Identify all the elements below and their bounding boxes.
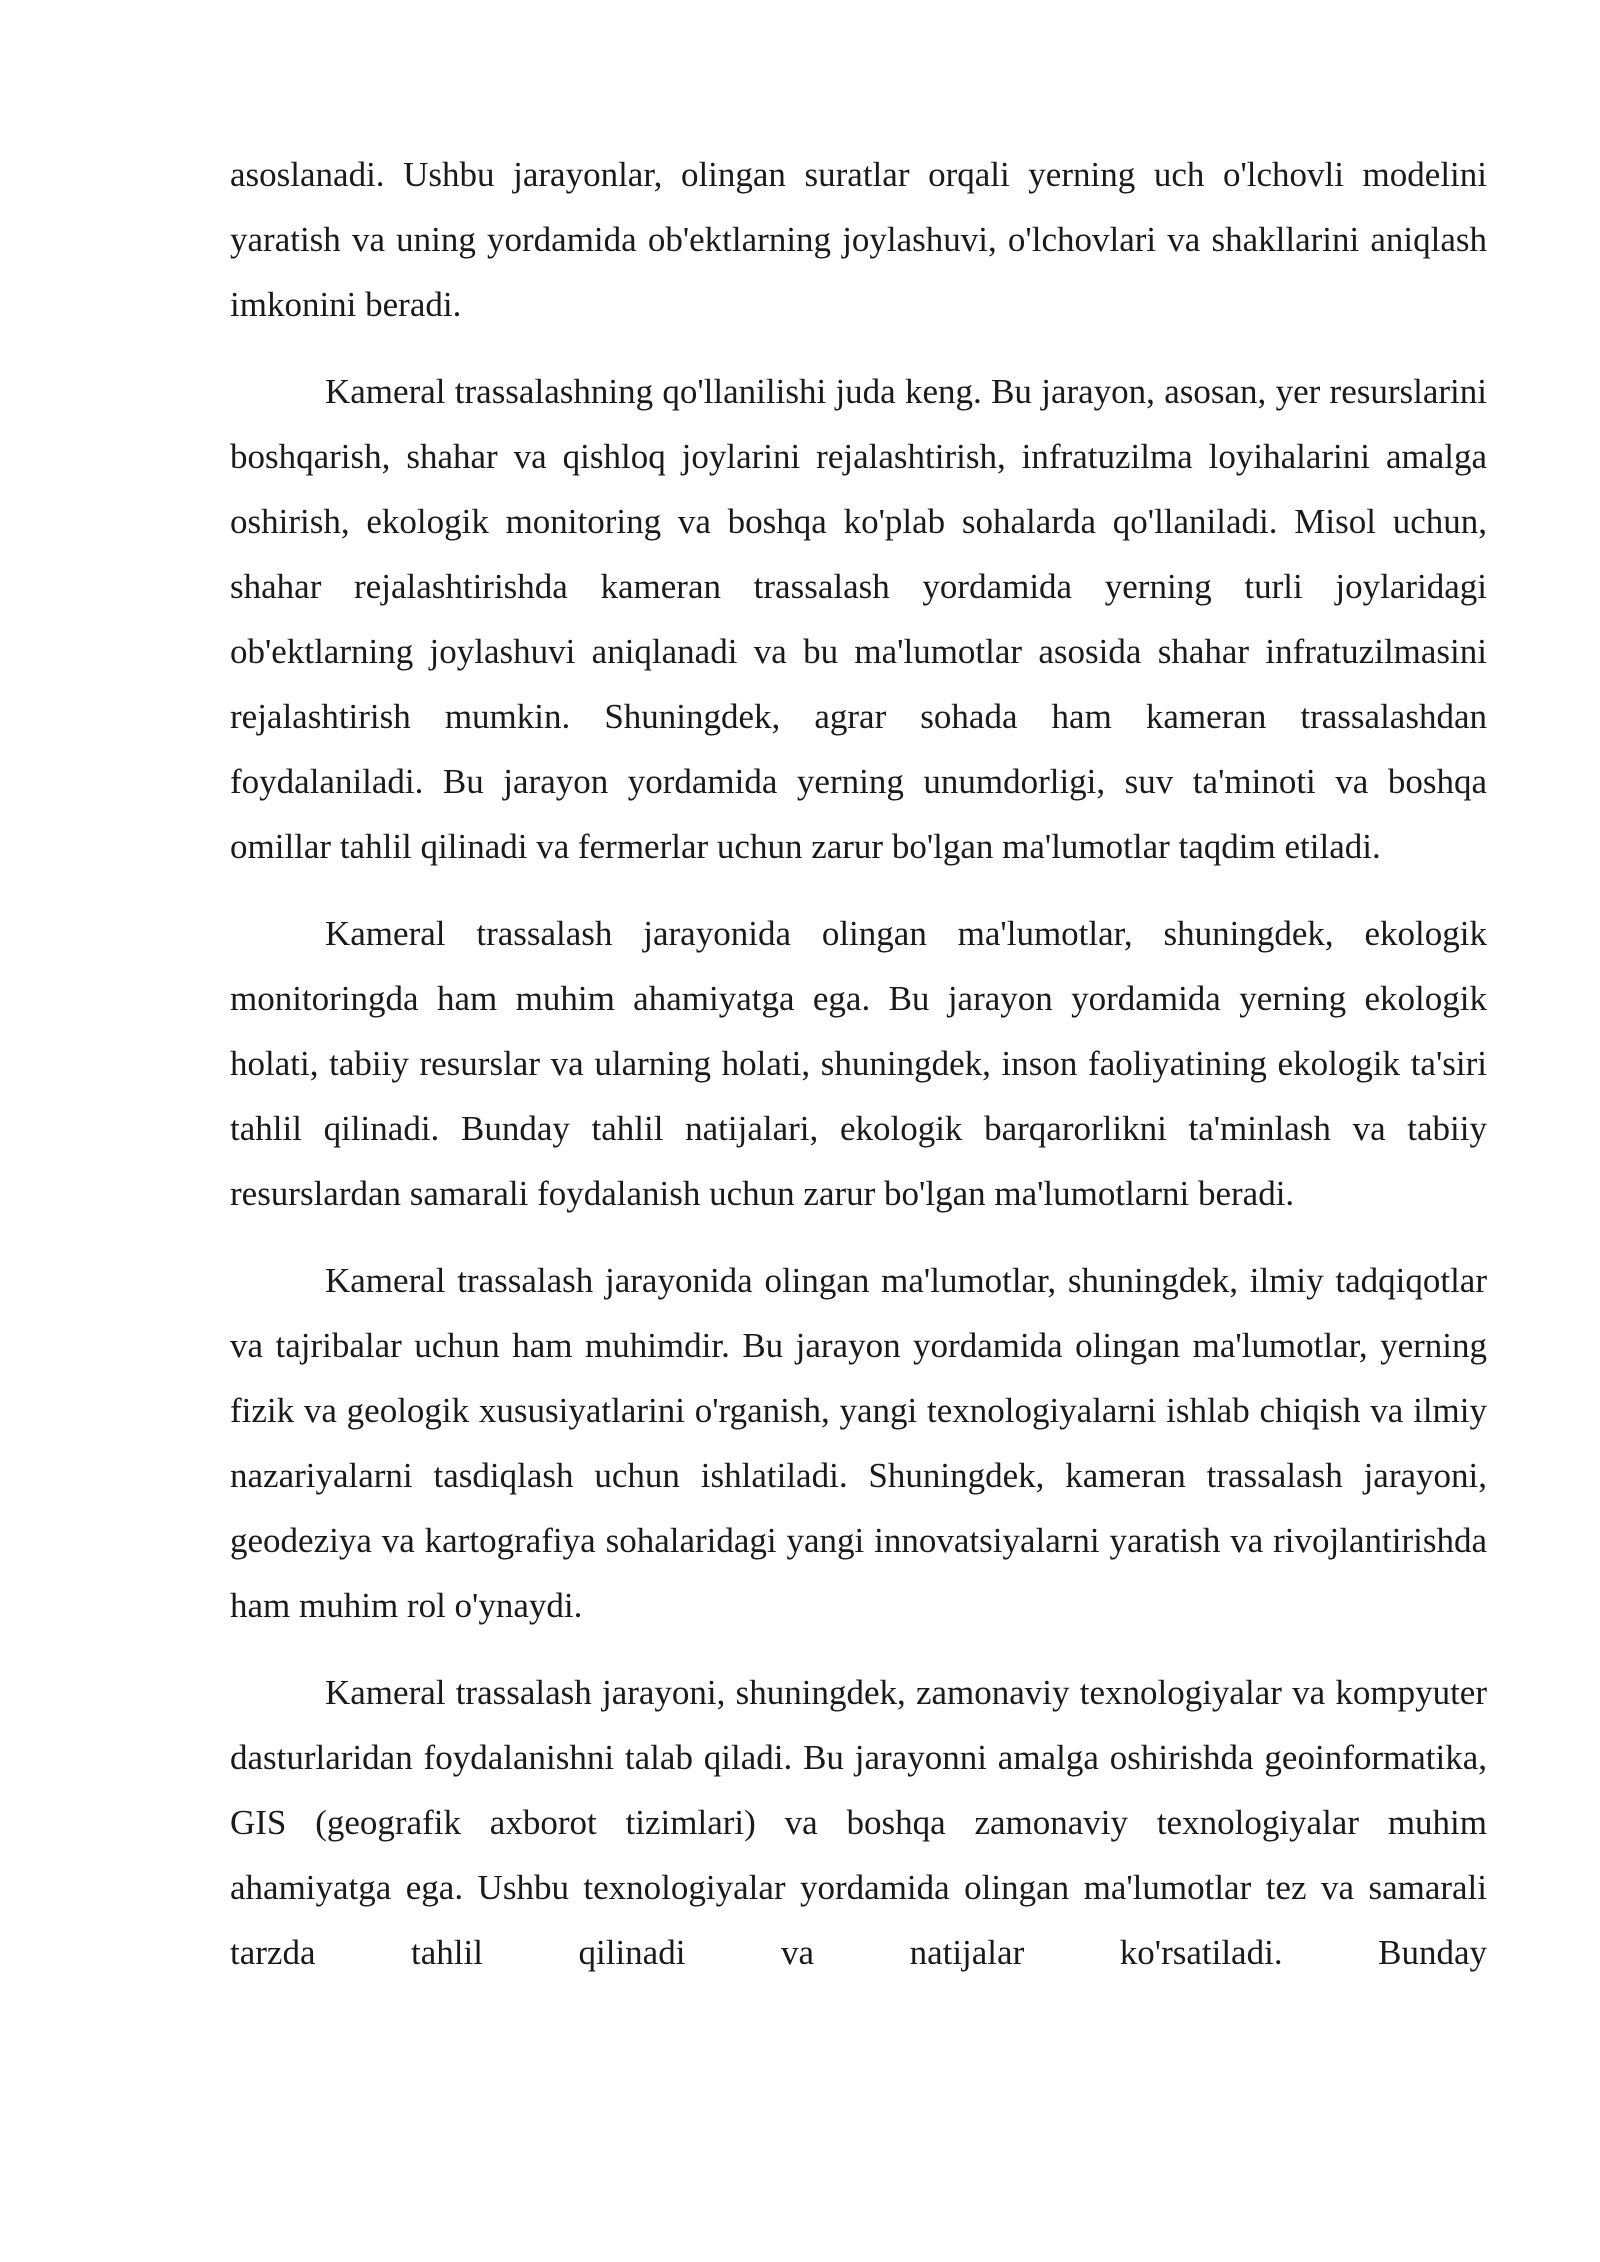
paragraph-1: asoslanadi. Ushbu jarayonlar, olingan suratlar orqali yerning uch o'lchovli modelini yaratish va uning yordamida ob'ektlarning joylashuvi, o'lchovlari va shakllarini aniqlash imkonini beradi. xyxy=(230,155,1487,324)
paragraph-5: Kameral trassalash jarayoni, shuningdek, zamonaviy texnologiyalar va kompyuter dasturlaridan foydalanishni talab qiladi. Bu jarayonni amalga oshirishda geoinformatika, GIS (geografik axborot tizimlari) va boshqa zamonaviy texnologiyalar muhim ahamiyatga ega. Ushbu texnologiyalar yordamida olingan ma'lumotlar tez va samarali tarzda tahlil qilinadi va natijalar ko'rsatiladi. Bunday xyxy=(230,1673,1487,1972)
paragraph-4: Kameral trassalash jarayonida olingan ma'lumotlar, shuningdek, ilmiy tadqiqotlar va tajribalar uchun ham muhimdir. Bu jarayon yordamida olingan ma'lumotlar, yerning fizik va geologik xususiyatlarini o'rganish, yangi texnologiyalarni ishlab chiqish va ilmiy nazariyalarni tasdiqlash uchun ishlatiladi. Shuningdek, kameran trassalash jarayoni, geodeziya va kartografiya sohalaridagi yangi innovatsiyalarni yaratish va rivojlantirishda ham muhim rol o'ynaydi. xyxy=(230,1261,1487,1625)
document-body xyxy=(230,142,1487,2007)
paragraph-2: Kameral trassalashning qo'llanilishi juda keng. Bu jarayon, asosan, yer resurslarini boshqarish, shahar va qishloq joylarini rejalashtirish, infratuzilma loyihalarini amalga oshirish, ekologik monitoring va boshqa ko'plab sohalarda qo'llaniladi. Misol uchun, shahar rejalashtirishda kameran trassalash yordamida yerning turli joylaridagi ob'ektlarning joylashuvi aniqlanadi va bu ma'lumotlar asosida shahar infratuzilmasini rejalashtirish mumkin. Shuningdek, agrar sohada ham kameran trassalashdan foydalaniladi. Bu jarayon yordamida yerning unumdorligi, suv ta'minoti va boshqa omillar tahlil qilinadi va fermerlar uchun zarur bo'lgan ma'lumotlar taqdim etiladi. xyxy=(230,372,1487,866)
paragraph-3: Kameral trassalash jarayonida olingan ma'lumotlar, shuningdek, ekologik monitoringda ham muhim ahamiyatga ega. Bu jarayon yordamida yerning ekologik holati, tabiiy resurslar va ularning holati, shuningdek, inson faoliyatining ekologik ta'siri tahlil qilinadi. Bunday tahlil natijalari, ekologik barqarorlikni ta'minlash va tabiiy resurslardan samarali foydalanish uchun zarur bo'lgan ma'lumotlarni beradi. xyxy=(230,914,1487,1213)
